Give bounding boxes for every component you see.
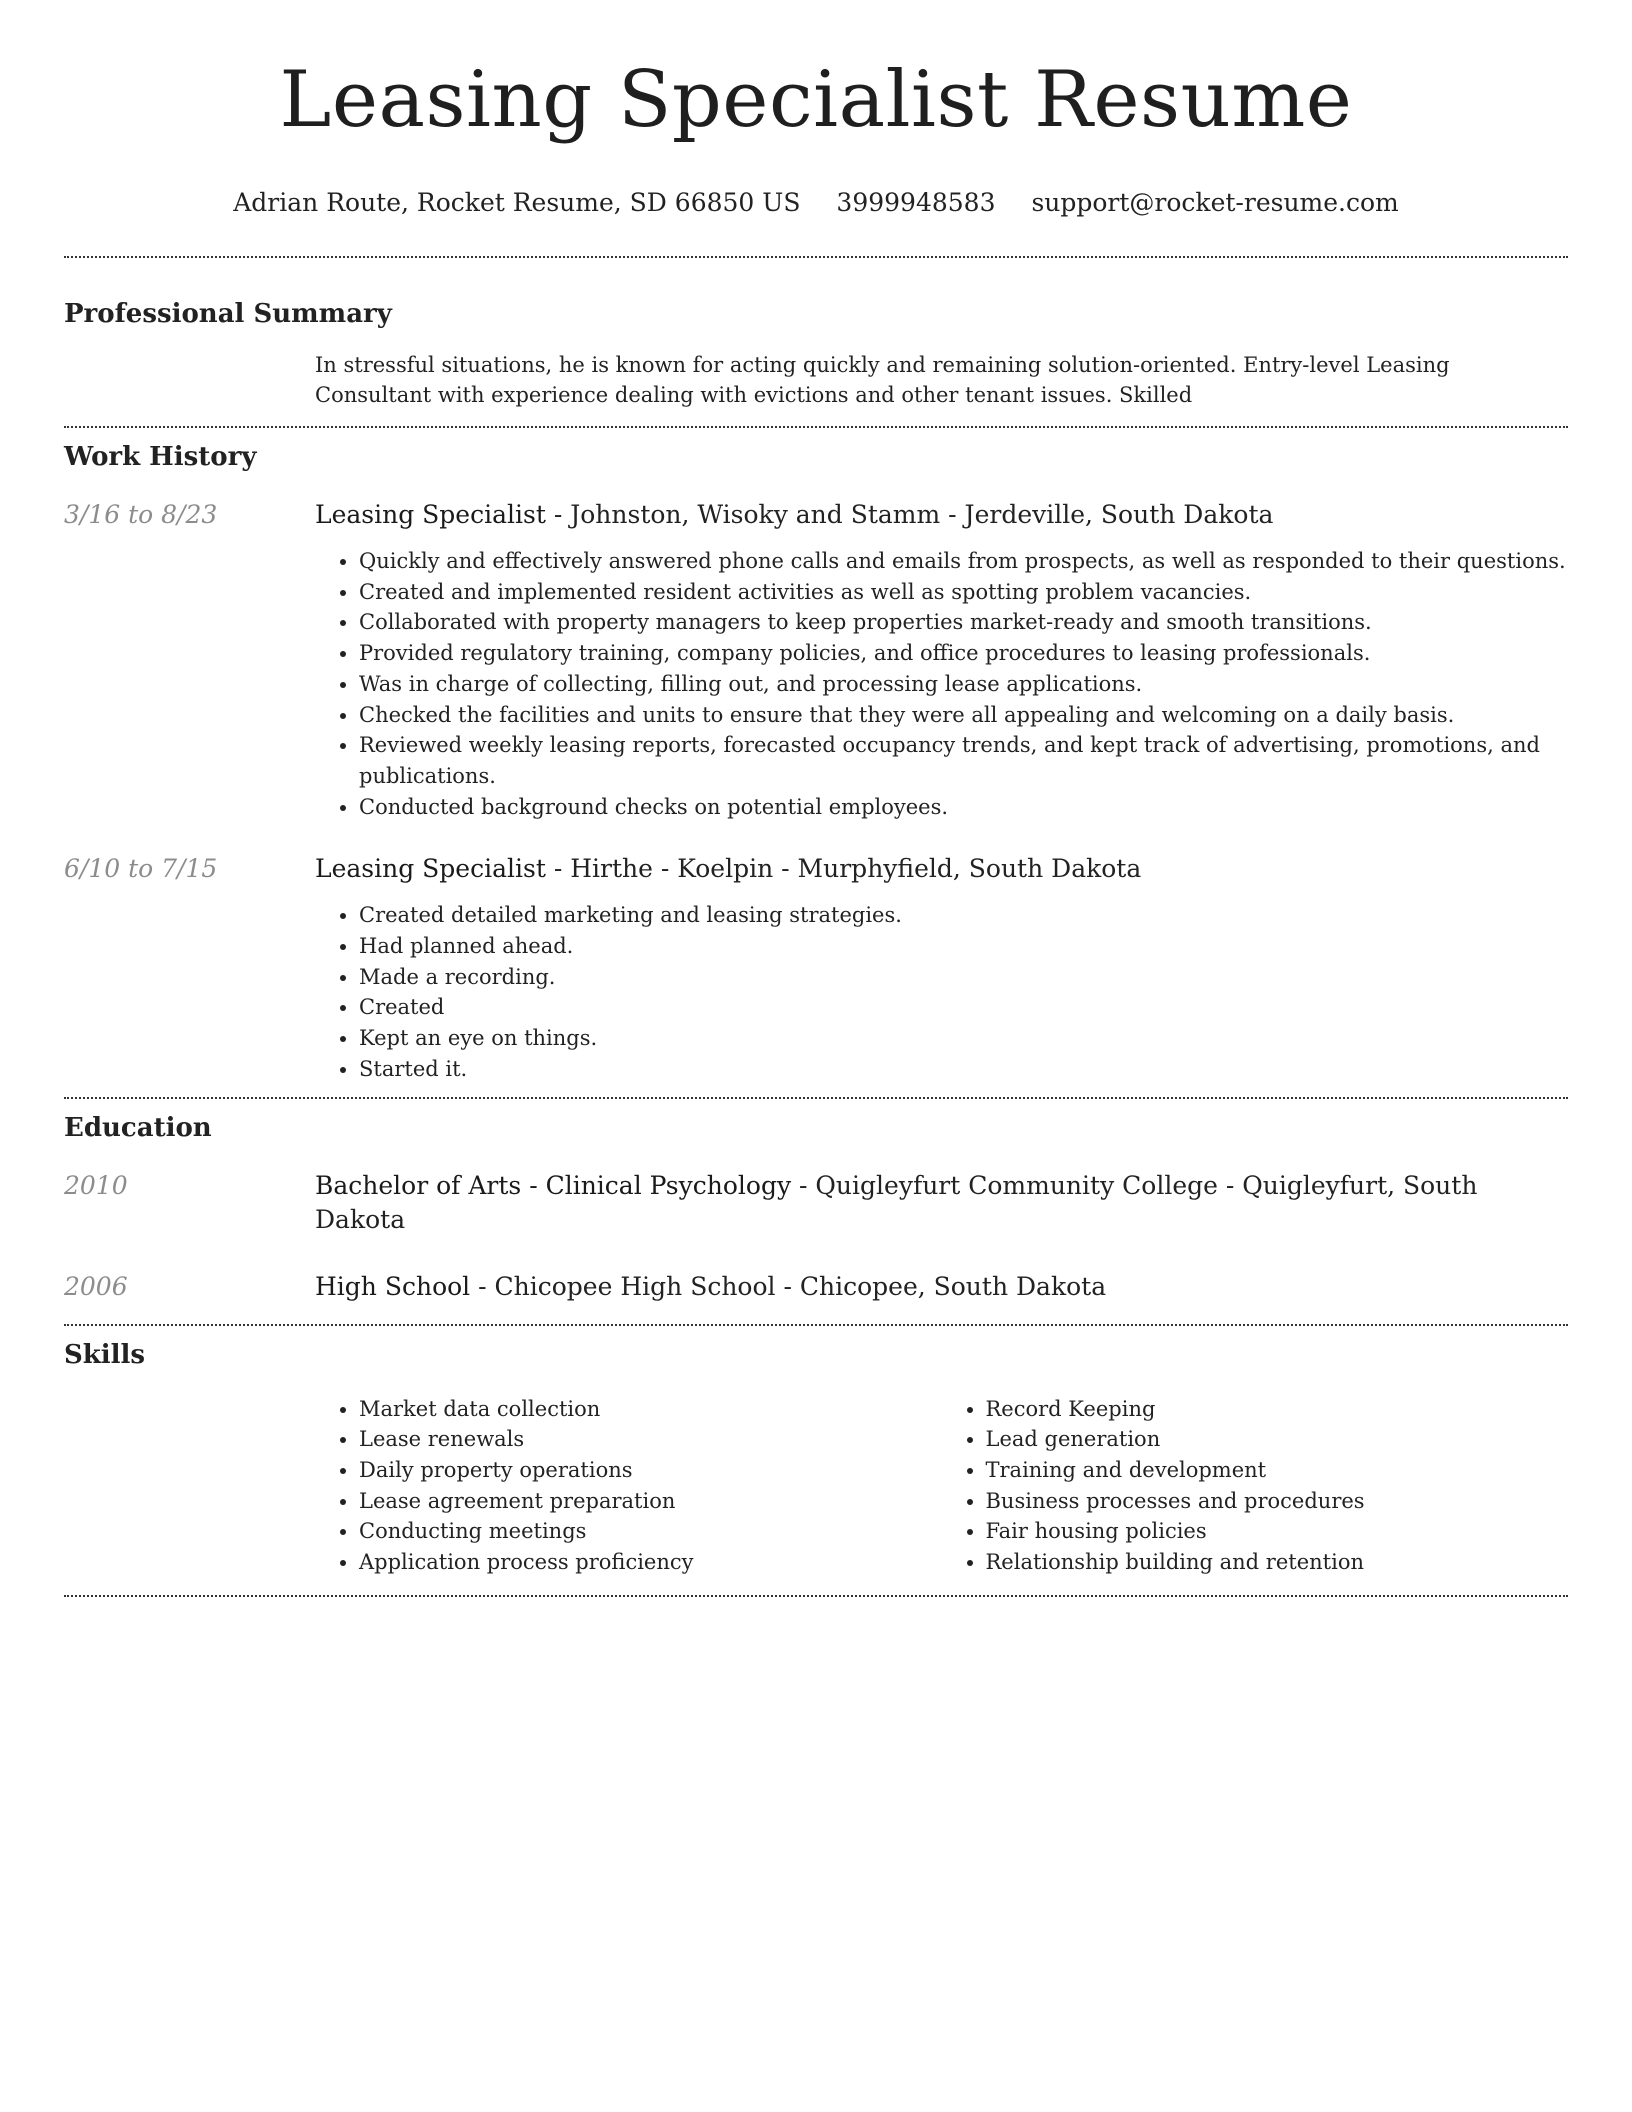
job-bullet-item: • Provided regulatory training, company policies, and office procedures to leasing professionals. bbox=[359, 638, 1568, 669]
job-bullet-item: • Created detailed marketing and leasing strategies. bbox=[359, 900, 1568, 931]
contact-email: support@rocket-resume.com bbox=[1031, 188, 1399, 217]
divider bbox=[64, 426, 1568, 428]
job-bullet-item: • Collaborated with property managers to keep properties market-ready and smooth transitions. bbox=[359, 607, 1568, 638]
contact-line bbox=[64, 186, 1568, 220]
job-dates: 3/16 to 8/23 bbox=[64, 500, 218, 529]
skills-list-right bbox=[942, 1394, 1569, 1578]
education-school: - Quigleyfurt Community College - Quigleyfurt, South Dakota bbox=[315, 1170, 1478, 1234]
section-title-work: Work History bbox=[64, 442, 257, 472]
job-bullets bbox=[315, 900, 1568, 1084]
job-bullet-item: • Quickly and effectively answered phone calls and emails from prospects, as well as responded to their questions. bbox=[359, 546, 1568, 577]
education-section bbox=[64, 1111, 1568, 1304]
section-title-summary: Professional Summary bbox=[64, 299, 392, 329]
education-entry bbox=[64, 1169, 1568, 1237]
education-heading bbox=[315, 1169, 1568, 1237]
skill-item: • Relationship building and retention bbox=[986, 1547, 1569, 1578]
education-year: 2006 bbox=[64, 1271, 128, 1301]
skills-columns bbox=[64, 1394, 1568, 1578]
section-title-education: Education bbox=[64, 1112, 212, 1143]
job-entry bbox=[64, 852, 1568, 1084]
job-bullet-item: • Checked the facilities and units to ensure that they were all appealing and welcoming on a daily basis. bbox=[359, 700, 1568, 731]
resume-page bbox=[64, 0, 1568, 1597]
skills-list-left bbox=[315, 1394, 942, 1578]
divider bbox=[64, 1097, 1568, 1099]
skill-item: • Record Keeping bbox=[986, 1394, 1569, 1425]
job-bullet-item: • Made a recording. bbox=[359, 962, 1568, 993]
skill-item: • Lead generation bbox=[986, 1424, 1569, 1455]
education-degree: High School bbox=[315, 1271, 471, 1301]
education-degree: Bachelor of Arts - Clinical Psychology bbox=[315, 1170, 792, 1200]
divider bbox=[64, 256, 1568, 258]
skill-item: • Daily property operations bbox=[359, 1455, 942, 1486]
job-heading bbox=[315, 498, 1568, 532]
job-position: Leasing Specialist bbox=[315, 854, 546, 884]
summary-section bbox=[64, 297, 1568, 410]
skill-item: • Application process proficiency bbox=[359, 1547, 942, 1578]
skill-item: • Lease agreement preparation bbox=[359, 1486, 942, 1517]
education-heading bbox=[315, 1270, 1568, 1304]
contact-address: Adrian Route, Rocket Resume, SD 66850 US bbox=[233, 188, 801, 217]
job-bullet-item: • Kept an eye on things. bbox=[359, 1023, 1568, 1054]
skill-item: • Business processes and procedures bbox=[986, 1486, 1569, 1517]
work-section bbox=[64, 440, 1568, 1085]
job-bullet-item: • Created bbox=[359, 992, 1568, 1023]
job-bullet-item: • Was in charge of collecting, filling out, and processing lease applications. bbox=[359, 669, 1568, 700]
skill-item: • Training and development bbox=[986, 1455, 1569, 1486]
job-bullets bbox=[315, 546, 1568, 822]
skill-item: • Lease renewals bbox=[359, 1424, 942, 1455]
job-entry bbox=[64, 498, 1568, 822]
job-bullet-item: • Started it. bbox=[359, 1054, 1568, 1085]
divider bbox=[64, 1324, 1568, 1326]
job-bullet-item: • Conducted background checks on potential employees. bbox=[359, 792, 1568, 823]
job-bullet-item: • Created and implemented resident activities as well as spotting problem vacancies. bbox=[359, 577, 1568, 608]
job-bullet-item: • Had planned ahead. bbox=[359, 931, 1568, 962]
skill-item: • Conducting meetings bbox=[359, 1516, 942, 1547]
job-position: Leasing Specialist bbox=[315, 500, 546, 529]
summary-text: In stressful situations, he is known for acting quickly and remaining solution-oriented. Entry-level Leasing Consultant with experience dealing with evictions and other tenant issues. Skilled bbox=[315, 353, 1450, 407]
education-year: 2010 bbox=[64, 1170, 128, 1200]
skill-item: • Market data collection bbox=[359, 1394, 942, 1425]
section-title-skills: Skills bbox=[64, 1339, 146, 1370]
contact-phone: 3999948583 bbox=[836, 188, 996, 217]
divider bbox=[64, 1595, 1568, 1597]
job-heading bbox=[315, 852, 1568, 886]
job-dates: 6/10 to 7/15 bbox=[64, 854, 218, 884]
job-bullet-item: • Reviewed weekly leasing reports, forecasted occupancy trends, and kept track of advertising, promotions, and publications. bbox=[359, 730, 1568, 791]
skill-item: • Fair housing policies bbox=[986, 1516, 1569, 1547]
education-entry bbox=[64, 1270, 1568, 1304]
page-title: Leasing Specialist Resume bbox=[279, 55, 1353, 145]
skills-section bbox=[64, 1338, 1568, 1578]
job-employer: - Johnston, Wisoky and Stamm - Jerdeville, South Dakota bbox=[545, 500, 1274, 529]
job-employer: - Hirthe - Koelpin - Murphyfield, South Dakota bbox=[545, 854, 1142, 884]
education-school: - Chicopee High School - Chicopee, South Dakota bbox=[470, 1271, 1107, 1301]
